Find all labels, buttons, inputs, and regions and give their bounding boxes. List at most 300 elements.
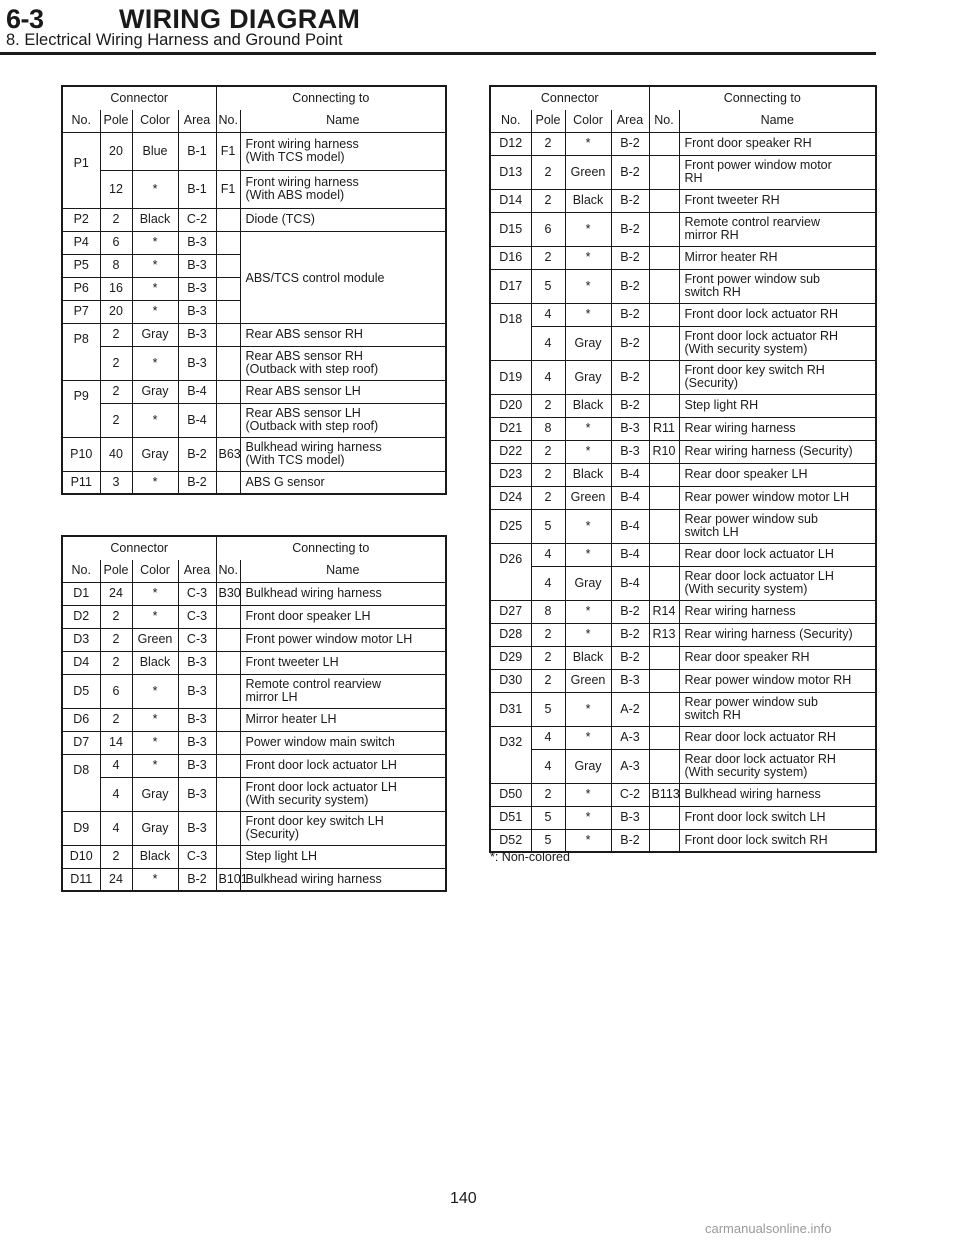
connector-group-header: Connector — [62, 86, 216, 110]
connecting-no — [216, 403, 240, 437]
table-row — [490, 212, 876, 246]
pole-count: 2 — [531, 246, 565, 269]
connecting-name — [679, 417, 876, 440]
name-line: (With TCS model) — [245, 453, 345, 467]
wire-color: Gray — [565, 360, 611, 394]
connector-no: D27 — [490, 600, 531, 623]
grid-area: B-3 — [611, 806, 649, 829]
wire-color: Black — [565, 646, 611, 669]
connector-no — [62, 403, 100, 437]
pole-count: 4 — [531, 543, 565, 566]
connecting-name — [240, 300, 446, 323]
connecting-no — [649, 692, 679, 726]
name-line: RH — [684, 171, 703, 185]
table-row — [62, 403, 446, 437]
pole-count: 2 — [100, 605, 132, 628]
table-row — [490, 417, 876, 440]
connector-no: D5 — [62, 674, 100, 708]
pole-count: 2 — [531, 646, 565, 669]
grid-area: B-2 — [178, 437, 216, 471]
connecting-name — [240, 323, 446, 346]
wire-color: Black — [132, 845, 178, 868]
wire-color: Gray — [132, 380, 178, 403]
name-line: (With TCS model) — [245, 150, 345, 164]
connecting-no — [216, 674, 240, 708]
connecting-name — [679, 326, 876, 360]
wire-color: * — [565, 829, 611, 852]
header-row-columns — [62, 110, 446, 132]
grid-area: B-2 — [611, 155, 649, 189]
wire-color: * — [132, 254, 178, 277]
grid-area: B-4 — [611, 486, 649, 509]
grid-area: B-2 — [178, 471, 216, 494]
grid-area: B-3 — [178, 731, 216, 754]
name-line: Rear ABS sensor LH — [245, 384, 361, 398]
pole-count: 6 — [100, 231, 132, 254]
connecting-no — [649, 543, 679, 566]
connecting-no: R11 — [649, 417, 679, 440]
table-row — [490, 486, 876, 509]
connector-no: P11 — [62, 471, 100, 494]
wire-color: Gray — [565, 566, 611, 600]
connecting-name — [240, 754, 446, 777]
name-line: mirror RH — [684, 228, 739, 242]
connector-no: D19 — [490, 360, 531, 394]
pole-count: 6 — [100, 674, 132, 708]
grid-area: B-3 — [178, 323, 216, 346]
connecting-no: R13 — [649, 623, 679, 646]
wire-color: Black — [565, 189, 611, 212]
connector-no: D20 — [490, 394, 531, 417]
connecting-no — [216, 605, 240, 628]
grid-area: B-4 — [178, 380, 216, 403]
connector-no: P10 — [62, 437, 100, 471]
wire-color: * — [565, 692, 611, 726]
wire-color: Black — [565, 394, 611, 417]
connector-no — [490, 749, 531, 783]
connecting-name — [679, 360, 876, 394]
connector-no — [490, 326, 531, 360]
wire-color: Black — [132, 208, 178, 231]
wire-color: * — [565, 212, 611, 246]
name-line: switch RH — [684, 285, 741, 299]
pole-count: 2 — [531, 669, 565, 692]
table-row — [490, 566, 876, 600]
grid-area: B-4 — [178, 403, 216, 437]
wire-color: * — [132, 471, 178, 494]
connector-no: D24 — [490, 486, 531, 509]
pole-count: 2 — [531, 486, 565, 509]
name-line: Bulkhead wiring harness — [245, 871, 382, 886]
connector-no: D13 — [490, 155, 531, 189]
connecting-name — [679, 623, 876, 646]
connecting-name — [679, 132, 876, 155]
col-cno-header: No. — [649, 110, 679, 132]
connecting-no — [649, 360, 679, 394]
name-line: Rear door speaker RH — [684, 650, 810, 664]
wire-color: * — [565, 246, 611, 269]
table-row — [490, 189, 876, 212]
wire-color: * — [565, 600, 611, 623]
name-line: Front wiring harness — [245, 137, 359, 151]
table-row — [490, 326, 876, 360]
table-row — [490, 623, 876, 646]
connecting-name — [240, 346, 446, 380]
connector-no: D14 — [490, 189, 531, 212]
connector-no: D17 — [490, 269, 531, 303]
name-line: Front door key switch LH — [245, 814, 384, 828]
connector-no: D25 — [490, 509, 531, 543]
connector-no: D4 — [62, 651, 100, 674]
connecting-name — [240, 708, 446, 731]
col-color-header: Color — [132, 110, 178, 132]
connector-no — [62, 777, 100, 811]
col-pole-header: Pole — [531, 110, 565, 132]
header-row-groups — [490, 86, 876, 110]
wire-color: * — [565, 623, 611, 646]
pole-count: 2 — [531, 155, 565, 189]
wire-color: * — [565, 783, 611, 806]
connecting-no — [649, 394, 679, 417]
wire-color: Gray — [132, 323, 178, 346]
connecting-to-group-header: Connecting to — [649, 86, 876, 110]
connector-no: D7 — [62, 731, 100, 754]
connector-no: D15 — [490, 212, 531, 246]
name-line: (Security) — [245, 827, 299, 841]
name-line: Rear door lock actuator LH — [684, 547, 834, 561]
connecting-name — [240, 777, 446, 811]
pole-count: 16 — [100, 277, 132, 300]
name-line: Step light RH — [684, 398, 759, 412]
connecting-name — [240, 811, 446, 845]
table-row — [62, 323, 446, 346]
table-row — [62, 346, 446, 380]
grid-area: B-2 — [178, 868, 216, 891]
connector-no: D10 — [62, 845, 100, 868]
header-row-columns — [62, 560, 446, 582]
name-line: Rear power window motor LH — [684, 490, 850, 504]
connector-no: D2 — [62, 605, 100, 628]
table-row — [62, 582, 446, 605]
grid-area: B-2 — [611, 303, 649, 326]
connecting-no — [649, 749, 679, 783]
table-row — [62, 845, 446, 868]
wire-color: Green — [565, 486, 611, 509]
grid-area: B-2 — [611, 189, 649, 212]
table-row — [62, 628, 446, 651]
table-row — [490, 692, 876, 726]
connector-group-header: Connector — [490, 86, 649, 110]
connector-no: D51 — [490, 806, 531, 829]
pole-count: 40 — [100, 437, 132, 471]
connecting-no — [649, 806, 679, 829]
name-line: Rear ABS sensor LH — [245, 406, 361, 420]
pole-count: 8 — [531, 600, 565, 623]
name-line: Rear wiring harness (Security) — [684, 627, 853, 641]
grid-area: B-3 — [178, 231, 216, 254]
table-row — [490, 463, 876, 486]
connector-no: D8 — [62, 754, 100, 777]
pole-count: 4 — [531, 303, 565, 326]
name-line: Front wiring harness — [245, 175, 359, 189]
connecting-name — [679, 806, 876, 829]
col-pole-header: Pole — [100, 560, 132, 582]
connector-no: D31 — [490, 692, 531, 726]
table-row — [490, 600, 876, 623]
name-line: (Outback with step roof) — [245, 419, 379, 433]
connecting-no — [649, 486, 679, 509]
connecting-name — [679, 394, 876, 417]
col-name-header: Name — [240, 110, 446, 132]
wire-color: * — [565, 806, 611, 829]
connecting-name — [679, 155, 876, 189]
connecting-no — [649, 269, 679, 303]
connecting-no — [649, 669, 679, 692]
grid-area: B-4 — [611, 543, 649, 566]
table-row — [490, 155, 876, 189]
grid-area: A-3 — [611, 749, 649, 783]
connecting-name — [679, 726, 876, 749]
grid-area: B-2 — [611, 132, 649, 155]
connector-table-d-right — [489, 85, 877, 853]
connecting-no — [649, 829, 679, 852]
connecting-no — [216, 300, 240, 323]
table-row — [62, 651, 446, 674]
connecting-name — [240, 132, 446, 170]
connecting-no: F1 — [216, 170, 240, 208]
pole-count: 24 — [100, 582, 132, 605]
name-line: Front tweeter LH — [245, 655, 339, 669]
name-line: (Outback with step roof) — [245, 362, 379, 376]
name-line: Bulkhead wiring harness — [245, 440, 382, 454]
pole-count: 2 — [100, 628, 132, 651]
pole-count: 3 — [100, 471, 132, 494]
connecting-no: B113 — [649, 783, 679, 806]
grid-area: B-4 — [611, 509, 649, 543]
wire-color: Gray — [565, 749, 611, 783]
name-line: Rear power window sub — [684, 512, 818, 526]
pole-count: 12 — [100, 170, 132, 208]
grid-area: B-3 — [611, 440, 649, 463]
grid-area: B-3 — [178, 708, 216, 731]
name-line: Bulkhead wiring harness — [684, 787, 821, 801]
pole-count: 2 — [100, 651, 132, 674]
connecting-name — [679, 463, 876, 486]
table-row — [490, 646, 876, 669]
table-row — [62, 605, 446, 628]
connector-no — [490, 566, 531, 600]
connecting-no — [649, 189, 679, 212]
name-line: Front power window motor — [684, 158, 832, 172]
name-line: Rear power window sub — [684, 695, 818, 709]
pole-count: 2 — [531, 189, 565, 212]
connecting-no — [649, 726, 679, 749]
pole-count: 2 — [100, 346, 132, 380]
connecting-no — [216, 708, 240, 731]
grid-area: C-2 — [178, 208, 216, 231]
connector-no: D29 — [490, 646, 531, 669]
connecting-name — [679, 212, 876, 246]
grid-area: B-2 — [611, 829, 649, 852]
connecting-name — [240, 868, 446, 891]
wire-color: Gray — [565, 326, 611, 360]
wire-color: * — [132, 346, 178, 380]
connecting-name — [240, 582, 446, 605]
wire-color: * — [132, 708, 178, 731]
connecting-name — [679, 646, 876, 669]
connecting-name — [240, 731, 446, 754]
name-line: (With security system) — [684, 342, 808, 356]
name-line: (With ABS model) — [245, 188, 345, 202]
connecting-no — [649, 326, 679, 360]
connector-no: D50 — [490, 783, 531, 806]
wire-color: * — [132, 754, 178, 777]
pole-count: 2 — [100, 208, 132, 231]
grid-area: B-3 — [178, 277, 216, 300]
grid-area: C-3 — [178, 845, 216, 868]
non-colored-note: *: Non-colored — [490, 850, 570, 864]
name-line: (Security) — [684, 376, 738, 390]
wire-color: * — [132, 674, 178, 708]
name-line: Rear wiring harness — [684, 604, 796, 618]
grid-area: B-3 — [178, 300, 216, 323]
pole-count: 5 — [531, 509, 565, 543]
connecting-no — [216, 754, 240, 777]
name-line: switch LH — [684, 525, 739, 539]
table-row — [62, 380, 446, 403]
pole-count: 8 — [531, 417, 565, 440]
connecting-no: B101 — [216, 868, 240, 891]
name-line: Rear door lock actuator RH — [684, 730, 836, 744]
connecting-name — [679, 566, 876, 600]
name-line: switch RH — [684, 708, 741, 722]
name-line: Power window main switch — [245, 735, 395, 749]
pole-count: 2 — [531, 394, 565, 417]
connector-no: D52 — [490, 829, 531, 852]
header-row-groups — [62, 86, 446, 110]
table-row — [490, 669, 876, 692]
connector-table-p — [61, 85, 447, 495]
connecting-no — [216, 731, 240, 754]
table-row — [490, 509, 876, 543]
page-title: WIRING DIAGRAM — [119, 4, 361, 34]
table-row — [62, 674, 446, 708]
grid-area: B-1 — [178, 170, 216, 208]
connecting-no — [216, 277, 240, 300]
connector-table-d-left — [61, 535, 447, 892]
name-line: Bulkhead wiring harness — [245, 586, 382, 600]
col-area-header: Area — [178, 110, 216, 132]
connecting-name — [240, 170, 446, 208]
grid-area: B-2 — [611, 623, 649, 646]
name-line: Remote control rearview — [245, 677, 381, 691]
name-line: Front door lock switch RH — [684, 832, 828, 847]
grid-area: B-3 — [611, 669, 649, 692]
wire-color: Blue — [132, 132, 178, 170]
connector-no: P2 — [62, 208, 100, 231]
connecting-no — [649, 303, 679, 326]
table-row — [490, 806, 876, 829]
connector-no — [62, 170, 100, 208]
name-line: (With security system) — [245, 793, 369, 807]
pole-count: 4 — [531, 726, 565, 749]
pole-count: 2 — [531, 463, 565, 486]
table-row — [62, 471, 446, 494]
table-row — [490, 303, 876, 326]
connector-no: D16 — [490, 246, 531, 269]
grid-area: B-3 — [178, 651, 216, 674]
connector-no: D9 — [62, 811, 100, 845]
connecting-no: B30 — [216, 582, 240, 605]
table-row — [490, 394, 876, 417]
grid-area: B-3 — [178, 777, 216, 811]
header-row-groups — [62, 536, 446, 560]
grid-area: B-3 — [178, 346, 216, 380]
pole-count: 4 — [531, 360, 565, 394]
name-line: Front door lock actuator RH — [684, 307, 839, 321]
wire-color: * — [132, 403, 178, 437]
connecting-name — [679, 269, 876, 303]
connecting-name — [240, 208, 446, 231]
connector-no: D26 — [490, 543, 531, 566]
pole-count: 2 — [531, 440, 565, 463]
connector-no: P4 — [62, 231, 100, 254]
name-line: Front door key switch RH — [684, 363, 825, 377]
wire-color: * — [132, 605, 178, 628]
connecting-name — [679, 303, 876, 326]
col-area-header: Area — [611, 110, 649, 132]
grid-area: B-2 — [611, 646, 649, 669]
table-row — [490, 783, 876, 806]
name-line: mirror LH — [245, 690, 298, 704]
connecting-name — [240, 651, 446, 674]
table-row — [62, 132, 446, 170]
table-row — [490, 726, 876, 749]
pole-count: 2 — [531, 623, 565, 646]
connector-no: D22 — [490, 440, 531, 463]
wire-color: Gray — [132, 437, 178, 471]
grid-area: B-2 — [611, 600, 649, 623]
pole-count: 2 — [100, 708, 132, 731]
name-line: Rear ABS sensor RH — [245, 327, 363, 341]
wire-color: * — [565, 509, 611, 543]
table-row — [62, 811, 446, 845]
connector-no: P7 — [62, 300, 100, 323]
grid-area: B-3 — [178, 674, 216, 708]
table-row — [490, 829, 876, 852]
wire-color: * — [565, 132, 611, 155]
name-line: Front door speaker RH — [684, 136, 812, 150]
table-row — [490, 246, 876, 269]
table-row — [490, 749, 876, 783]
connector-no — [62, 346, 100, 380]
col-pole-header: Pole — [100, 110, 132, 132]
table-row — [62, 231, 446, 254]
connecting-name — [679, 669, 876, 692]
pole-count: 2 — [100, 380, 132, 403]
connecting-to-group-header: Connecting to — [216, 86, 446, 110]
name-line: Rear door lock actuator RH — [684, 752, 836, 766]
table-row — [62, 777, 446, 811]
col-no-header: No. — [490, 110, 531, 132]
connecting-name — [240, 845, 446, 868]
table-row — [490, 543, 876, 566]
name-line: (With security system) — [684, 582, 808, 596]
connector-no: D30 — [490, 669, 531, 692]
grid-area: C-3 — [178, 582, 216, 605]
connecting-no — [649, 246, 679, 269]
grid-area: B-3 — [611, 417, 649, 440]
